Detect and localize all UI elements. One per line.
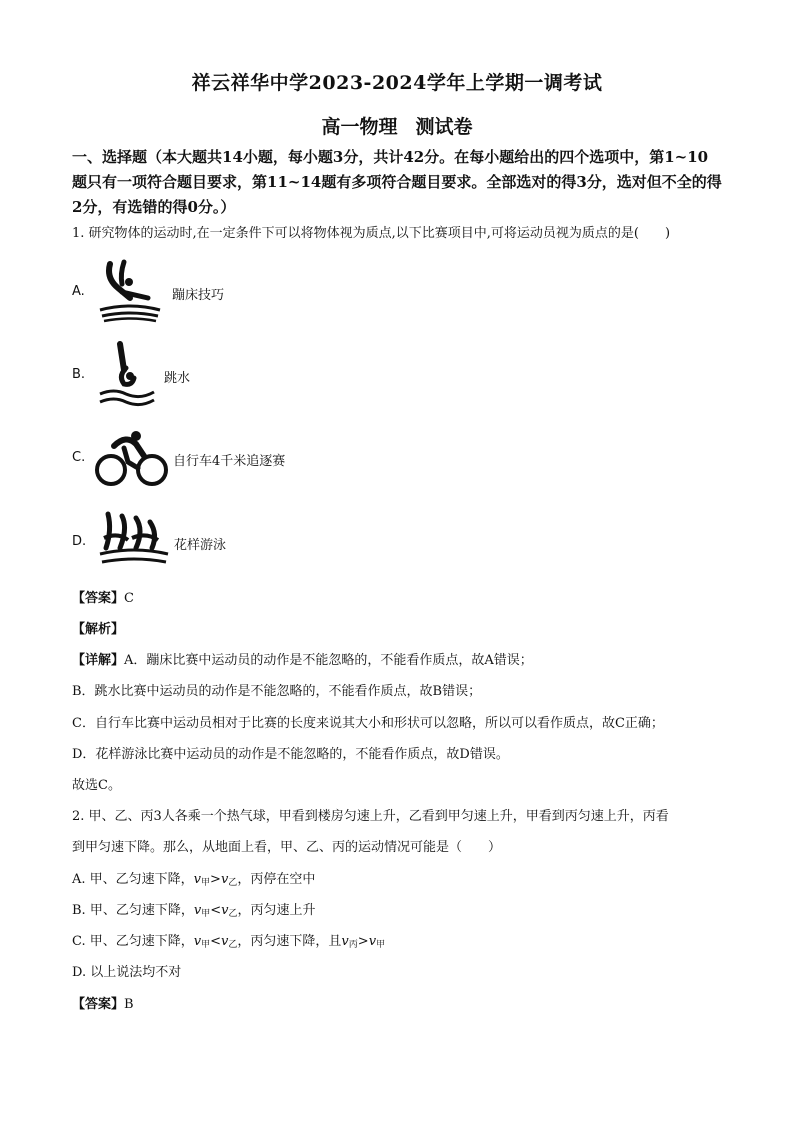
answer-tag: 【答案】: [72, 591, 125, 606]
q1-option-d-letter: D.: [72, 534, 87, 549]
q1-option-a-letter: A.: [72, 284, 85, 299]
cycling-icon: [94, 428, 170, 490]
section-heading: 一、选择题（本大题共14小题，每小题3分，共计42分。在每小题给出的四个选项中，第1~10题只有一项符合题目要求，第11~14题有多项符合题目要求。全部选对的得3分，选对但不全的得2分，有选错的得0分。）: [72, 148, 722, 216]
q1-detail-b: B．跳水比赛中运动员的动作是不能忽略的，不能看作质点，故B错误；: [72, 684, 482, 699]
trampoline-icon: [96, 258, 162, 324]
q1-answer: [72, 589, 134, 609]
subject-label: 高一物理: [321, 116, 398, 138]
q1-option-d-label: 花样游泳: [174, 538, 227, 553]
q1-analysis-tag: 【解析】: [72, 622, 125, 637]
q1-detail-c: C．自行车比赛中运动员相对于比赛的长度来说其大小和形状可以忽略，所以可以看作质点，故C正确；: [72, 716, 664, 731]
diving-icon: [96, 340, 156, 410]
q2-stem-line1: 2. 甲、乙、丙3人各乘一个热气球，甲看到楼房匀速上升，乙看到甲匀速上升，甲看到丙匀速上升，丙看: [72, 809, 669, 824]
q1-detail-d: D．花样游泳比赛中运动员的动作是不能忽略的，不能看作质点，故D错误。: [72, 747, 509, 762]
answer-value: B: [124, 997, 134, 1012]
q1-detail-a: 【详解】A．蹦床比赛中运动员的动作是不能忽略的，不能看作质点，故A错误；: [72, 653, 533, 668]
exam-subtitle: [0, 112, 794, 139]
q2-option-d: D. 以上说法均不对: [72, 965, 182, 980]
q2-option-c: C. 甲、乙匀速下降，$v_甲<v_乙$，丙匀速下降，且$v_丙>v_甲$: [72, 934, 386, 950]
q1-option-a-label: 蹦床技巧: [172, 288, 225, 303]
detail-tag: 【详解】: [72, 653, 125, 668]
q2-answer: [72, 995, 134, 1015]
q1-option-c-letter: C.: [72, 450, 86, 465]
paper-label: 测试卷: [415, 116, 473, 138]
q1-stem: 1. 研究物体的运动时,在一定条件下可以将物体视为质点,以下比赛项目中,可将运动员视为质点的是( ): [72, 226, 671, 241]
q1-conclusion: 故选C。: [72, 778, 121, 793]
q1-option-b-letter: B.: [72, 367, 86, 382]
exam-title: 祥云祥华中学2023-2024学年上学期一调考试: [191, 72, 603, 94]
answer-tag: 【答案】: [72, 997, 125, 1012]
q2-option-b: B. 甲、乙匀速下降，$v_甲<v_乙$，丙匀速上升: [72, 903, 316, 919]
synchronized-swimming-icon: [98, 508, 170, 570]
q1-option-c-label: 自行车4千米追逐赛: [173, 454, 286, 469]
q1-option-b-label: 跳水: [164, 371, 191, 386]
q2-option-a: A. 甲、乙匀速下降，$v_甲>v_乙$，丙停在空中: [72, 872, 316, 888]
answer-value: C: [124, 591, 134, 606]
q2-stem-line2: 到甲匀速下降。那么，从地面上看，甲、乙、丙的运动情况可能是（ ）: [72, 840, 502, 855]
